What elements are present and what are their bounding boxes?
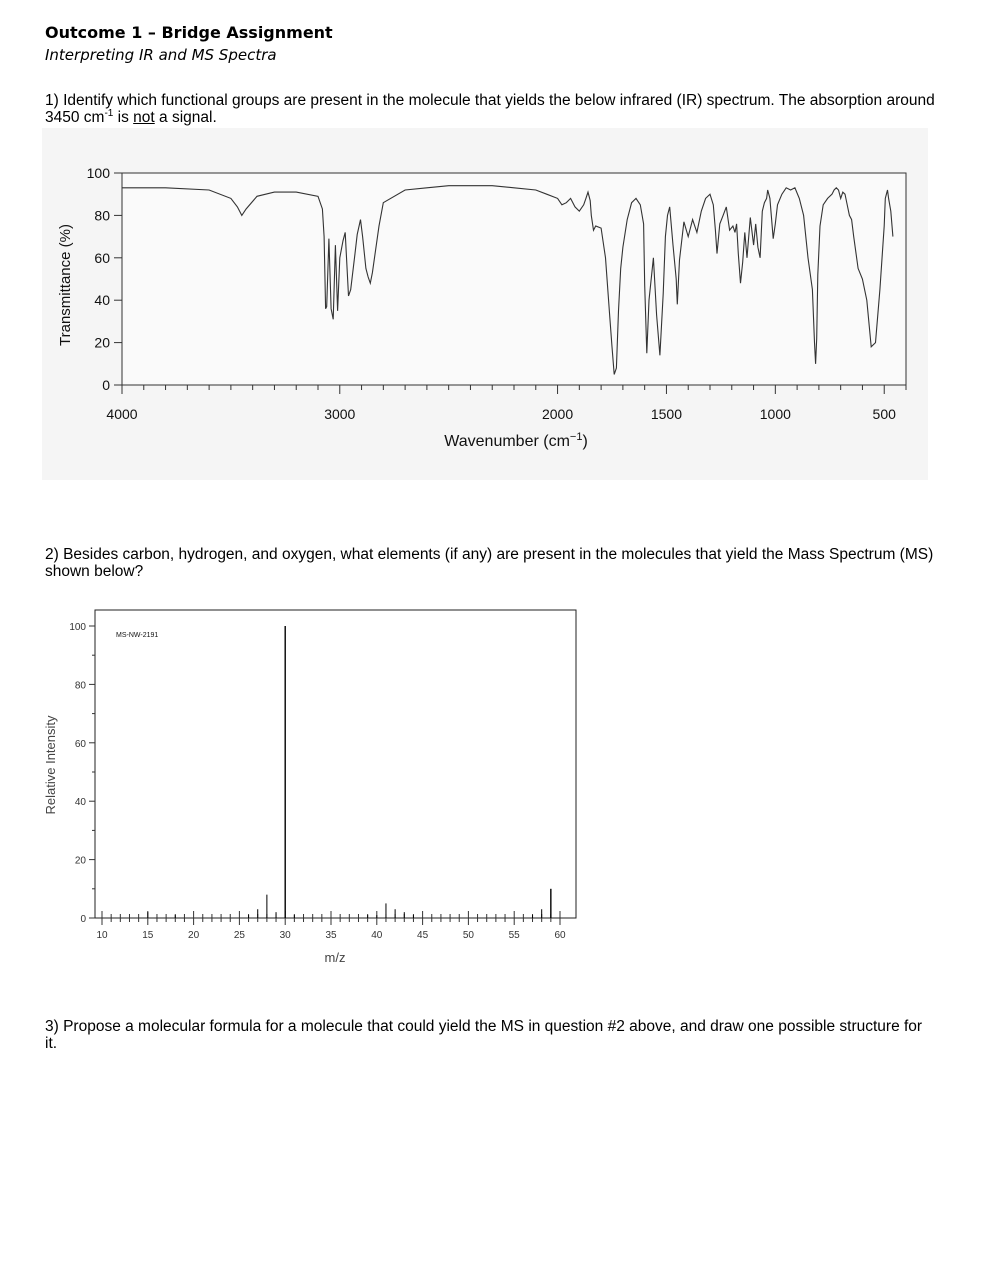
- ir-y-tick-label: 100: [86, 165, 110, 181]
- ms-x-tick-label: 45: [417, 930, 429, 941]
- ms-x-tick-label: 10: [96, 930, 108, 941]
- ms-y-tick-label: 0: [80, 914, 86, 925]
- ir-y-tick-label: 80: [94, 207, 110, 224]
- ms-x-tick-label: 40: [371, 930, 383, 941]
- ms-plot-area: [95, 610, 576, 918]
- ms-x-tick-label: 55: [508, 930, 520, 941]
- question-1-underlined: not: [133, 109, 155, 126]
- question-2: 2) Besides carbon, hydrogen, and oxygen, what elements (if any) are present in the molecules that yield the Mass Spectrum (MS) shown below?: [45, 546, 934, 580]
- ms-annotation: MS-NW-2191: [116, 632, 159, 639]
- ir-y-tick-label: 20: [94, 334, 110, 351]
- question-1-text-3: a signal.: [154, 109, 217, 126]
- ms-y-tick-label: 80: [74, 680, 86, 692]
- ms-y-tick-label: 40: [74, 797, 86, 809]
- ir-x-tick-label: 1000: [759, 406, 791, 422]
- ir-spectrum-chart: [42, 128, 928, 480]
- ir-x-tick-label: 500: [872, 406, 896, 422]
- ir-plot-area: [122, 173, 906, 385]
- ir-x-tick-label: 1500: [650, 406, 683, 422]
- ir-spectrum-figure: [42, 128, 928, 480]
- ir-y-tick-label: 0: [102, 377, 110, 393]
- question-1: [45, 92, 945, 126]
- ir-x-tick-label: 3000: [324, 406, 356, 422]
- ir-y-tick-label: 60: [94, 249, 110, 266]
- ms-y-tick-label: 20: [74, 855, 86, 867]
- ms-x-tick-label: 50: [462, 930, 474, 941]
- ms-x-tick-label: 35: [325, 930, 337, 941]
- ms-x-tick-label: 20: [188, 930, 200, 941]
- ms-x-tick-label: 30: [279, 930, 291, 941]
- ir-x-tick-label: 2000: [541, 406, 574, 422]
- question-1-text-2: is: [113, 109, 134, 126]
- question-1-superscript: -1: [104, 107, 114, 119]
- assignment-title: Outcome 1 – Bridge Assignment: [45, 23, 333, 42]
- question-3: 3) Propose a molecular formula for a molecule that could yield the MS in question #2 above, and draw one possible structure for it.: [45, 1018, 923, 1052]
- mass-spectrum-figure: [40, 600, 590, 970]
- ms-x-tick-label: 15: [142, 930, 154, 941]
- ir-y-axis-label: Transmittance (%): [57, 224, 74, 346]
- mass-spectrum-chart: [40, 600, 590, 970]
- ms-x-tick-label: 60: [554, 930, 566, 941]
- ms-x-axis-label: m/z: [324, 950, 346, 965]
- ms-y-tick-label: 100: [69, 622, 86, 633]
- ir-y-tick-label: 40: [94, 292, 110, 309]
- ms-y-axis-label: Relative Intensity: [43, 715, 58, 815]
- ms-y-tick-label: 60: [74, 738, 86, 750]
- ms-x-tick-label: 25: [233, 930, 245, 941]
- ir-x-tick-label: 4000: [106, 406, 138, 422]
- ir-x-axis-label: Wavenumber $(cm^{-1})$: [444, 431, 588, 450]
- assignment-subtitle: Interpreting IR and MS Spectra: [45, 46, 277, 64]
- question-1-text: 1) Identify which functional groups are present in the molecule that yields the below infrared (IR) spectrum. The absorption around 3450 cm: [45, 92, 935, 126]
